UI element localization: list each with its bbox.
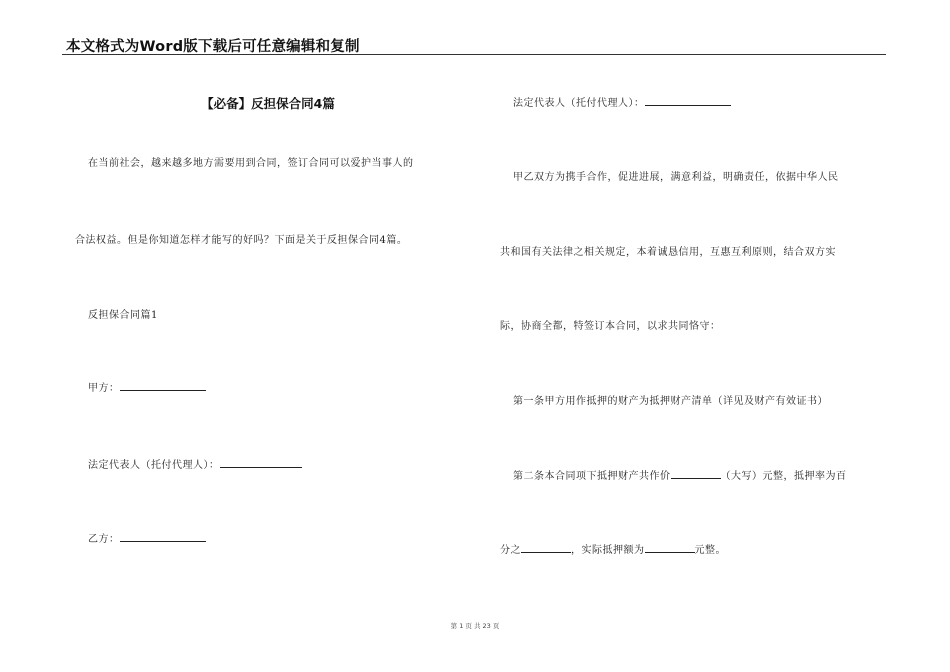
intro-line-2: 合法权益。但是你知道怎样才能写的好吗？下面是关于反担保合同4篇。 — [75, 235, 408, 246]
article-2-blank-amount — [645, 542, 695, 553]
legal-rep-a-line — [88, 456, 302, 471]
party-a-line — [88, 379, 206, 394]
article-2-line-1 — [513, 467, 847, 482]
para-1-line-c: 际，协商全都，特签订本合同，以求共同恪守： — [500, 321, 721, 332]
party-b-line — [88, 530, 206, 545]
document-title: 【必备】反担保合同4篇 — [201, 96, 335, 111]
article-2-line-2 — [500, 541, 726, 556]
article-2-text-a: 第二条本合同项下抵押财产共作价 — [513, 471, 671, 482]
legal-rep-b-blank — [645, 95, 731, 106]
article-1: 第一条甲方用作抵押的财产为抵押财产清单（详见及财产有效证书） — [513, 396, 828, 407]
page-footer: 第 1 页 共 23 页 — [450, 622, 500, 630]
legal-rep-b-label: 法定代表人（托付代理人）： — [513, 98, 645, 109]
article-2-text-e: 元整。 — [694, 545, 726, 556]
legal-rep-a-blank — [220, 457, 302, 468]
article-2-blank-rate — [521, 542, 571, 553]
para-1-line-b: 共和国有关法律之相关规定，本着诚恳信用，互惠互利原则，结合双方实 — [500, 247, 836, 258]
party-b-label: 乙方： — [88, 534, 120, 545]
header-divider — [62, 54, 886, 55]
section-heading-1: 反担保合同篇1 — [88, 310, 158, 321]
legal-rep-b-line — [513, 94, 731, 109]
document-header-title: 本文格式为Word版下载后可任意编辑和复制 — [66, 39, 360, 55]
article-2-text-d: ，实际抵押额为 — [571, 545, 645, 556]
article-2-text-b: （大写）元整，抵押率为百 — [720, 471, 847, 482]
party-a-blank — [120, 380, 206, 391]
party-b-blank — [120, 531, 206, 542]
article-2-blank-price — [671, 468, 721, 479]
para-1-line-a: 甲乙双方为携手合作，促进进展，满意利益，明确责任，依据中华人民 — [513, 172, 839, 183]
intro-line-1: 在当前社会，越来越多地方需要用到合同，签订合同可以爱护当事人的 — [88, 158, 414, 169]
article-2-text-c: 分之 — [500, 545, 521, 556]
party-a-label: 甲方： — [88, 383, 120, 394]
legal-rep-a-label: 法定代表人（托付代理人）： — [88, 460, 220, 471]
